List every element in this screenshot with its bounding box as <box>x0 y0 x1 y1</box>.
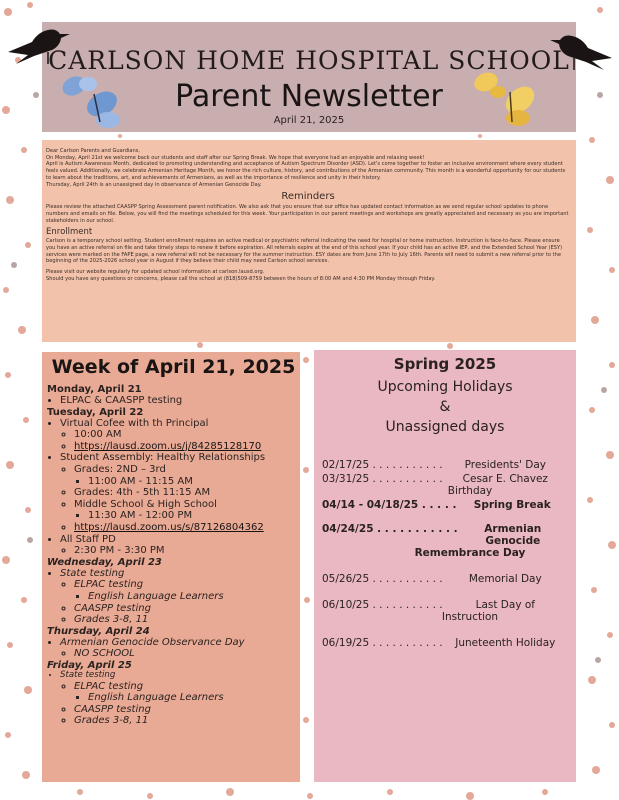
holiday-row: 03/31/25 . . . . . . . . . . . Cesar E. Chavez Birthday <box>322 473 548 497</box>
list-item: Student Assembly: Healthy Relationships <box>60 452 266 464</box>
spring-subtitle: Upcoming Holidays <box>377 379 513 395</box>
list-item: ◦ CAASPP testing <box>74 603 300 615</box>
newsletter-title: Parent Newsletter <box>175 79 443 114</box>
holiday-row: 02/17/25 . . . . . . . . . . . Presidents' Day <box>322 459 546 471</box>
intro-paragraph-2: April is Autism Awareness Month, dedicated to promoting understanding and acceptance of Autism Spectrum Disorder (ASD). Let's come together to foster an inclusive environment where every student feels valued. Additionally, we celebrate Armenian Heritage Month, we honor the rich culture, history, and contributions of the Armenian community. This month is a wonderful opportunity for our students to learn about the traditions, art, and achievements of Armenians, as well as the importance of resilience and unity in their history. <box>46 161 566 181</box>
spring-subtitle-2: Unassigned days <box>385 419 505 435</box>
enrollment-text: Carlson is a temporary school setting. Student enrollment requires an active medical or psychiatric referral indicating the need for hospital or home instruction. Instruction is face-to-face. Please ensure you have an active referral on file and take timely steps to renew it before expiration. All referrals expire at the end of this school year. If your child has an active IEP, and the Extended School Year (ESY) services were marked on the FAPE page, a new referral will not be necessary for the summer instruction. ESY dates are from June 17th to July 16th. Parents will need to submit a new referral prior to the beginning of the 2025-2026 school year in August if they believe their child may need Carlson school services. <box>46 238 563 265</box>
intro-paragraph-3: Thursday, April 24th is an unassigned day in observance of Armenian Genocide Day. <box>46 181 262 188</box>
spring-title: Spring 2025 <box>393 355 497 373</box>
butterfly-icon <box>60 70 130 130</box>
list-item: ◦ 10:00 AM <box>74 429 300 441</box>
list-item: ◦ Grades: 4th - 5th 11:15 AM <box>74 487 300 499</box>
list-item: • ELPAC & CAASPP testing <box>60 395 300 407</box>
newsletter-date: April 21, 2025 <box>273 115 345 126</box>
list-item: ◦ CAASPP testing <box>74 704 300 716</box>
week-schedule-panel <box>42 352 300 782</box>
holiday-row: 04/24/25 . . . . . . . . . . . Armenian Genocide Remembrance Day <box>322 523 542 559</box>
week-title: Week of April 21, 2025 <box>51 356 296 378</box>
list-item: State testing <box>60 669 116 680</box>
holiday-row: 06/19/25 . . . . . . . . . . . Juneteenth Holiday <box>322 637 556 649</box>
greeting: Dear Carlson Parents and Guardians, <box>46 148 141 154</box>
list-item: All Staff PD <box>60 533 116 545</box>
school-name: CARLSON HOME HOSPITAL SCHOOL <box>48 46 570 75</box>
day-heading-monday: Monday, April 21 <box>47 384 142 395</box>
list-item: ELPAC testing <box>74 680 144 692</box>
list-item: Middle School & High School <box>74 498 217 510</box>
list-item: Armenian Genocide Observance Day <box>60 636 245 648</box>
list-item: ◦ NO SCHOOL <box>74 648 300 660</box>
list-item: ▪ 11:00 AM - 11:15 AM <box>88 476 300 488</box>
list-item: ▪ English Language Learners <box>88 591 300 603</box>
intro-letter <box>42 140 576 342</box>
website-text: Please visit our website regularly for updated school information at carlson.lausd.org. <box>46 269 265 276</box>
list-item: ◦ Grades 3-8, 11 <box>74 614 300 626</box>
list-item: ▪ English Language Learners <box>88 692 300 704</box>
day-heading-thursday: Thursday, April 24 <box>47 625 150 637</box>
contact-text: Should you have any questions or concerns, please call the school at (818)509-8759 between the hours of 8:00 AM and 4:30 PM Monday through Friday. <box>46 275 436 282</box>
day-heading-friday: Friday, April 25 <box>47 659 132 671</box>
intro-paragraph-1: On Monday, April 21st we welcome back our students and staff after our Spring Break. We hope that everyone had an enjoyable and relaxing week! <box>46 154 425 161</box>
holiday-row: 06/10/25 . . . . . . . . . . . Last Day of Instruction <box>322 599 535 623</box>
reminders-heading: Reminders <box>281 191 335 203</box>
day-heading-tuesday: Tuesday, April 22 <box>47 406 144 418</box>
list-item: Virtual Cofee with th Principal <box>60 417 209 429</box>
list-item: ▪ 11:30 AM - 12:00 PM <box>88 510 300 522</box>
spring-holidays-panel <box>314 350 576 782</box>
enrollment-heading: Enrollment <box>46 227 93 238</box>
bird-icon <box>4 22 84 66</box>
day-heading-wednesday: Wednesday, April 23 <box>47 556 162 568</box>
zoom-link-assembly[interactable]: https://lausd.zoom.us/s/87126804362 <box>74 521 264 533</box>
list-item: State testing <box>60 567 125 579</box>
list-item: ◦ Grades 3-8, 11 <box>74 715 300 727</box>
zoom-link-coffee[interactable]: https://lausd.zoom.us/j/84285128170 <box>74 440 262 452</box>
list-item: ◦ 2:30 PM - 3:30 PM <box>74 545 300 557</box>
spring-subtitle-amp: & <box>439 399 451 415</box>
list-item: ELPAC testing <box>74 579 144 591</box>
butterfly-icon <box>470 66 550 132</box>
list-item: Grades: 2ND – 3rd <box>74 463 166 475</box>
reminders-text: Please review the attached CAASPP Spring Assessment parent notification. We also ask that you ensure that our office has updated contact information as we send regular school updates to phone numbers and emails on file. Below, you will find the meetings scheduled for this week. Your participation in our parent meetings and workshops are greatly appreciated and necessary as you are important stakeholders in our school. <box>46 204 569 224</box>
holiday-row: 05/26/25 . . . . . . . . . . . Memorial Day <box>322 573 542 585</box>
holiday-row: 04/14 - 04/18/25 . . . . . Spring Break <box>322 499 551 511</box>
